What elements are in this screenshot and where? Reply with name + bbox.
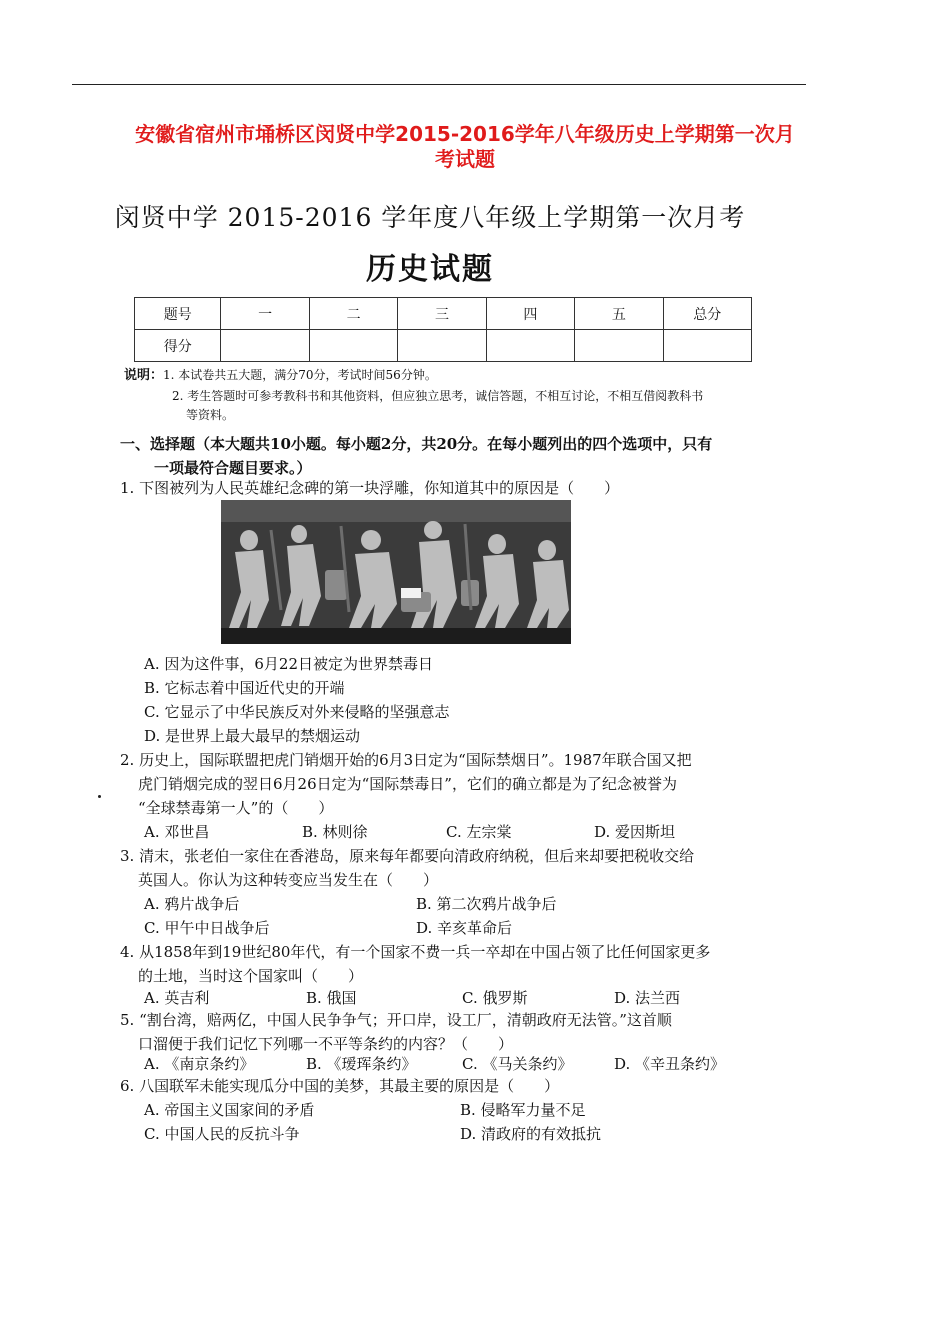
score-header-cell: 五	[575, 298, 663, 330]
score-blank-cell	[221, 330, 309, 362]
question-1-option-b: B. 它标志着中国近代史的开端	[144, 679, 345, 697]
top-rule	[72, 84, 806, 85]
score-blank-cell	[663, 330, 751, 362]
instruction-1: 1. 本试卷共五大题，满分70分，考试时间56分钟。	[163, 368, 437, 382]
question-4-option-d: D. 法兰西	[614, 989, 681, 1007]
question-stem-line: 口溜便于我们记忆下列哪一不平等条约的内容？（ ）	[138, 1035, 514, 1053]
question-3-option-d: D. 辛亥革命后	[416, 919, 513, 937]
question-stem-line: 3. 清末，张老伯一家住在香港岛，原来每年都要向清政府纳税，但后来却要把税收交给	[120, 847, 695, 865]
score-table	[134, 297, 752, 362]
question-1-option-d: D. 是世界上最大最早的禁烟运动	[144, 727, 361, 745]
score-label-cell: 得分	[135, 330, 221, 362]
score-header-cell: 题号	[135, 298, 221, 330]
subject-title: 历史试题	[366, 252, 494, 287]
exam-title: 闵贤中学 2015-2016 学年度八年级上学期第一次月考	[114, 203, 746, 232]
question-3-option-c: C. 甲午中日战争后	[144, 919, 270, 937]
question-stem-line: “全球禁毒第一人”的（ ）	[138, 799, 334, 817]
question-stem-line: 的土地，当时这个国家叫（ ）	[138, 967, 364, 985]
relief-sculpture-drawing	[221, 500, 571, 644]
section-heading-line1: 一、选择题（本大题共10小题。每小题2分，共20分。在每小题列出的四个选项中，只有	[120, 435, 713, 453]
score-table-score-row	[135, 330, 752, 362]
question-5-stem	[120, 1008, 780, 1056]
document-title-line2: 考试题	[435, 147, 495, 171]
question-stem-line: 虎门销烟完成的翌日6月26日定为“国际禁毒日”，它们的确立都是为了纪念被誉为	[138, 775, 677, 793]
question-6-option-b: B. 侵略军力量不足	[460, 1101, 586, 1119]
question-stem-line: 6. 八国联军未能实现瓜分中国的美梦，其最主要的原因是（ ）	[120, 1077, 560, 1095]
score-header-cell: 二	[309, 298, 397, 330]
question-2-option-c: C. 左宗棠	[446, 823, 512, 841]
question-6-option-c: C. 中国人民的反抗斗争	[144, 1125, 300, 1143]
question-4-option-c: C. 俄罗斯	[462, 989, 528, 1007]
question-5-option-c: C. 《马关条约》	[462, 1055, 573, 1073]
relief-sculpture-image	[221, 500, 571, 644]
question-3-stem	[120, 844, 780, 892]
question-5-option-b: B. 《瑷珲条约》	[306, 1055, 417, 1073]
question-4-option-b: B. 俄国	[306, 989, 357, 1007]
score-blank-cell	[398, 330, 486, 362]
question-1-stem	[120, 476, 780, 500]
scan-speck	[98, 795, 101, 798]
question-4-option-a: A. 英吉利	[144, 989, 210, 1007]
question-3-option-b: B. 第二次鸦片战争后	[416, 895, 557, 913]
question-1-option-c: C. 它显示了中华民族反对外来侵略的坚强意志	[144, 703, 450, 721]
question-stem-line: 5. “割台湾，赔两亿，中国人民争争气；开口岸，设工厂，清朝政府无法管。”这首顺	[120, 1011, 672, 1029]
score-blank-cell	[575, 330, 663, 362]
instruction-2: 2. 考生答题时可参考教科书和其他资料，但应独立思考，诚信答题，不相互讨论，不相互借阅教科书	[172, 389, 704, 403]
section-heading-line2: 一项最符合题目要求。）	[154, 459, 312, 477]
question-3-option-a: A. 鸦片战争后	[144, 895, 240, 913]
score-header-cell: 一	[221, 298, 309, 330]
question-stem-line: 英国人。你认为这种转变应当发生在（ ）	[138, 871, 439, 889]
question-2-option-b: B. 林则徐	[302, 823, 368, 841]
question-stem-line: 1. 下图被列为人民英雄纪念碑的第一块浮雕，你知道其中的原因是（ ）	[120, 479, 620, 497]
question-5-option-d: D. 《辛丑条约》	[614, 1055, 726, 1073]
section-heading	[120, 432, 780, 480]
question-2-option-d: D. 爱因斯坦	[594, 823, 676, 841]
instructions	[124, 366, 774, 425]
question-1-option-a: A. 因为这件事，6月22日被定为世界禁毒日	[144, 655, 434, 673]
question-6-stem	[120, 1074, 780, 1098]
score-blank-cell	[486, 330, 574, 362]
question-6-option-a: A. 帝国主义国家间的矛盾	[144, 1101, 315, 1119]
document-title-line1: 安徽省宿州市埇桥区闵贤中学2015-2016学年八年级历史上学期第一次月	[135, 122, 795, 146]
score-header-cell: 总分	[663, 298, 751, 330]
question-5-option-a: A. 《南京条约》	[144, 1055, 255, 1073]
score-blank-cell	[309, 330, 397, 362]
question-2-stem	[120, 748, 780, 820]
question-2-option-a: A. 邓世昌	[144, 823, 210, 841]
score-table-header-row	[135, 298, 752, 330]
instructions-label: 说明：	[124, 368, 164, 383]
score-header-cell: 三	[398, 298, 486, 330]
question-4-stem	[120, 940, 780, 988]
document-title	[70, 122, 860, 172]
question-stem-line: 4. 从1858年到19世纪80年代，有一个国家不费一兵一卒却在中国占领了比任何国家更多	[120, 943, 711, 961]
score-header-cell: 四	[486, 298, 574, 330]
instruction-2-continued: 等资料。	[186, 408, 235, 422]
question-stem-line: 2. 历史上，国际联盟把虎门销烟开始的6月3日定为“国际禁烟日”。1987年联合国又把	[120, 751, 692, 769]
question-6-option-d: D. 清政府的有效抵抗	[460, 1125, 602, 1143]
